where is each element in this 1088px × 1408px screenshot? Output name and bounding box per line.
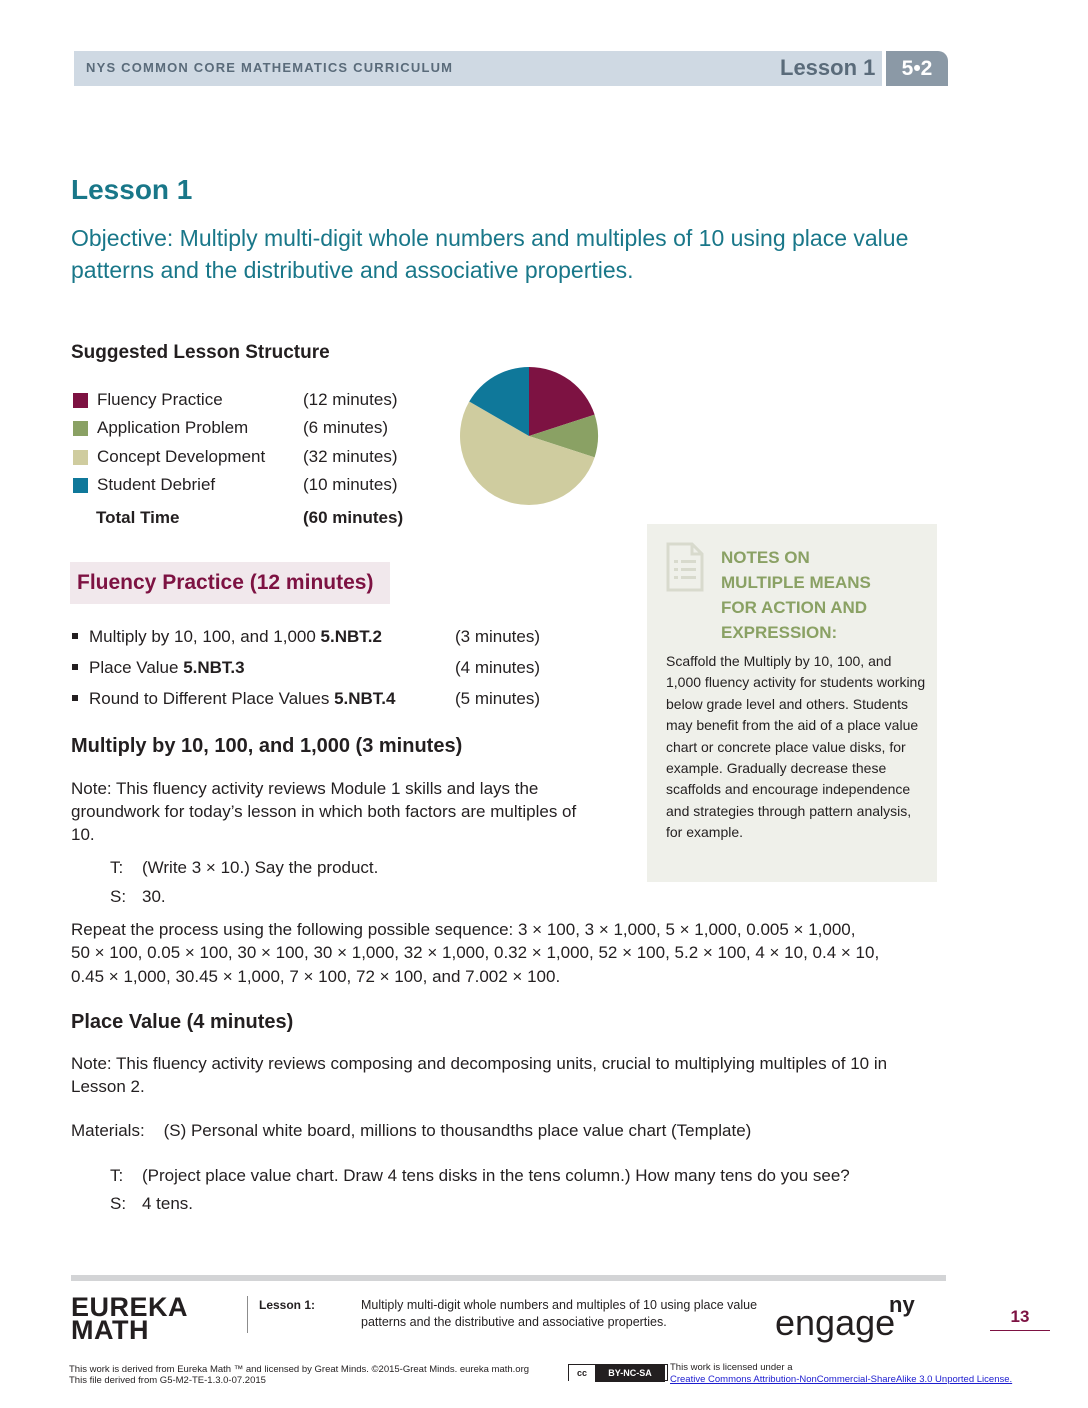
header-lesson: Lesson 1 (780, 55, 876, 80)
repeat-sequence-line: Repeat the process using the following possible sequence: 3 × 100, 3 × 1,000, 5 × 1,000, 0.005 × 1,000, (71, 920, 856, 939)
multiply-section-title: Multiply by 10, 100, and 1,000 (3 minutes) (71, 735, 463, 757)
page-number-underline (990, 1330, 1050, 1331)
bullet-minutes: (5 minutes) (455, 689, 541, 708)
fluency-bullet (72, 656, 245, 680)
bullet-text: Multiply by 10, 100, and 1,000 (89, 627, 321, 646)
structure-item-minutes: (32 minutes) (303, 447, 398, 466)
notes-heading-line: MULTIPLE MEANS (721, 573, 871, 592)
dialogue-student: 30. (142, 887, 166, 906)
bullet-square (72, 664, 78, 670)
cc-icon: cc (569, 1365, 595, 1382)
dialogue-speaker: S: (110, 887, 127, 906)
logo-line: MATH (71, 1315, 149, 1345)
bullet-text: Place Value (89, 658, 184, 677)
footer-lesson-label: Lesson 1: (259, 1298, 316, 1312)
structure-item-name: Application Problem (97, 418, 249, 437)
repeat-sequence-line: 50 × 100, 0.05 × 100, 30 × 100, 30 × 1,000, 32 × 1,000, 0.32 × 1,000, 52 × 100, 5.2 × 100, 4 × 10, 0.4 × 10, (71, 943, 880, 962)
cc-terms: BY-NC-SA (595, 1365, 665, 1382)
license-link[interactable]: Creative Commons Attribution-NonCommercial-ShareAlike 3.0 Unported License. (670, 1374, 1013, 1385)
multiply-note: Note: This fluency activity reviews Module 1 skills and lays the groundwork for today’s lesson in which both factors are multiples of 10. (71, 779, 577, 844)
bullet-text: Round to Different Place Values (89, 689, 335, 708)
dialogue-speaker: T: (110, 858, 124, 877)
engageny-logo-ny: ny (889, 1292, 915, 1317)
bullet-minutes: (3 minutes) (455, 627, 541, 646)
logo-line: EUREKA (71, 1292, 189, 1322)
dialogue-speaker: T: (110, 1166, 124, 1185)
materials-line: Materials: (S) Personal white board, millions to thousandths place value chart (Template) (71, 1121, 752, 1140)
notes-heading-line: NOTES ON (721, 548, 810, 567)
place-value-note-line: Note: This fluency activity reviews composing and decomposing units, crucial to multiplying multiples of 10 in (71, 1054, 888, 1073)
footer-derived-line: This work is derived from Eureka Math ™ and licensed by Great Minds. ©2015-Great Minds. eureka math.org (69, 1364, 530, 1375)
dialogue-speaker: S: (110, 1194, 127, 1213)
total-time-minutes: (60 minutes) (303, 508, 404, 527)
cc-license-badge (568, 1364, 668, 1381)
footer-divider (71, 1275, 946, 1281)
dialogue-teacher: (Project place value chart. Draw 4 tens disks in the tens column.) How many tens do you see? (142, 1166, 850, 1185)
structure-item-name: Concept Development (97, 447, 266, 466)
objective: Objective: Multiply multi-digit whole numbers and multiples of 10 using place value patterns and the distributive and associative properties. (71, 225, 909, 283)
eureka-math-logo (71, 1292, 189, 1345)
place-value-note-line: Lesson 2. (71, 1077, 145, 1096)
engageny-logo: engage (775, 1302, 896, 1343)
footer-lesson-desc: Multiply multi-digit whole numbers and multiples of 10 using place value patterns and the distributive and associative properties. (361, 1298, 758, 1329)
footer-derived-line: This file derived from G5-M2-TE-1.3.0-07.2015 (69, 1375, 266, 1386)
bullet-standard: 5.NBT.4 (334, 689, 396, 708)
footer-separator (247, 1296, 248, 1333)
structure-item-minutes: (10 minutes) (303, 475, 398, 494)
place-value-section-title: Place Value (4 minutes) (71, 1011, 294, 1033)
footer-license (670, 1362, 1012, 1386)
bullet-square (72, 633, 78, 639)
fluency-bullet (72, 625, 382, 649)
legend-swatch (73, 421, 88, 436)
legend-swatch (73, 450, 88, 465)
total-time-label: Total Time (96, 508, 180, 527)
lesson-title: Lesson 1 (71, 174, 193, 205)
notes-heading (721, 545, 921, 645)
repeat-sequence-line: 0.45 × 1,000, 30.45 × 1,000, 7 × 100, 72 × 100, and 7.002 × 100. (71, 967, 561, 986)
page-number: 13 (1010, 1307, 1030, 1326)
dialogue-student: 4 tens. (142, 1194, 194, 1213)
curriculum-title: NYS COMMON CORE MATHEMATICS CURRICULUM (86, 60, 454, 75)
bullet-square (72, 695, 78, 701)
grade-module-badge: 5•2 (886, 51, 948, 86)
document-icon (666, 542, 704, 592)
notes-heading-line: EXPRESSION: (721, 623, 838, 642)
structure-item-minutes: (6 minutes) (303, 418, 389, 437)
footer-derived (69, 1364, 559, 1386)
legend-swatch (73, 478, 88, 493)
fluency-bullet (72, 687, 396, 711)
structure-title: Suggested Lesson Structure (71, 342, 330, 363)
notes-body: Scaffold the Multiply by 10, 100, and 1,000 fluency activity for students working below grade level and others. Students may benefit from the aid of a place value chart or concrete place value disks, for example. Gradually decrease these scaffolds and encourage independence and strategies through pattern analysis, for example. (666, 653, 926, 841)
fluency-title: Fluency Practice (12 minutes) (77, 571, 374, 594)
notes-heading-line: FOR ACTION AND (721, 598, 868, 617)
dialogue-teacher: (Write 3 × 10.) Say the product. (142, 858, 379, 877)
bullet-standard: 5.NBT.3 (183, 658, 245, 677)
bullet-minutes: (4 minutes) (455, 658, 541, 677)
structure-item-minutes: (12 minutes) (303, 390, 398, 409)
lesson-structure-pie (456, 363, 602, 509)
structure-item-name: Student Debrief (97, 475, 216, 494)
license-text: This work is licensed under a (670, 1362, 793, 1373)
structure-item-name: Fluency Practice (97, 390, 223, 409)
legend-swatch (73, 393, 88, 408)
bullet-standard: 5.NBT.2 (320, 627, 382, 646)
